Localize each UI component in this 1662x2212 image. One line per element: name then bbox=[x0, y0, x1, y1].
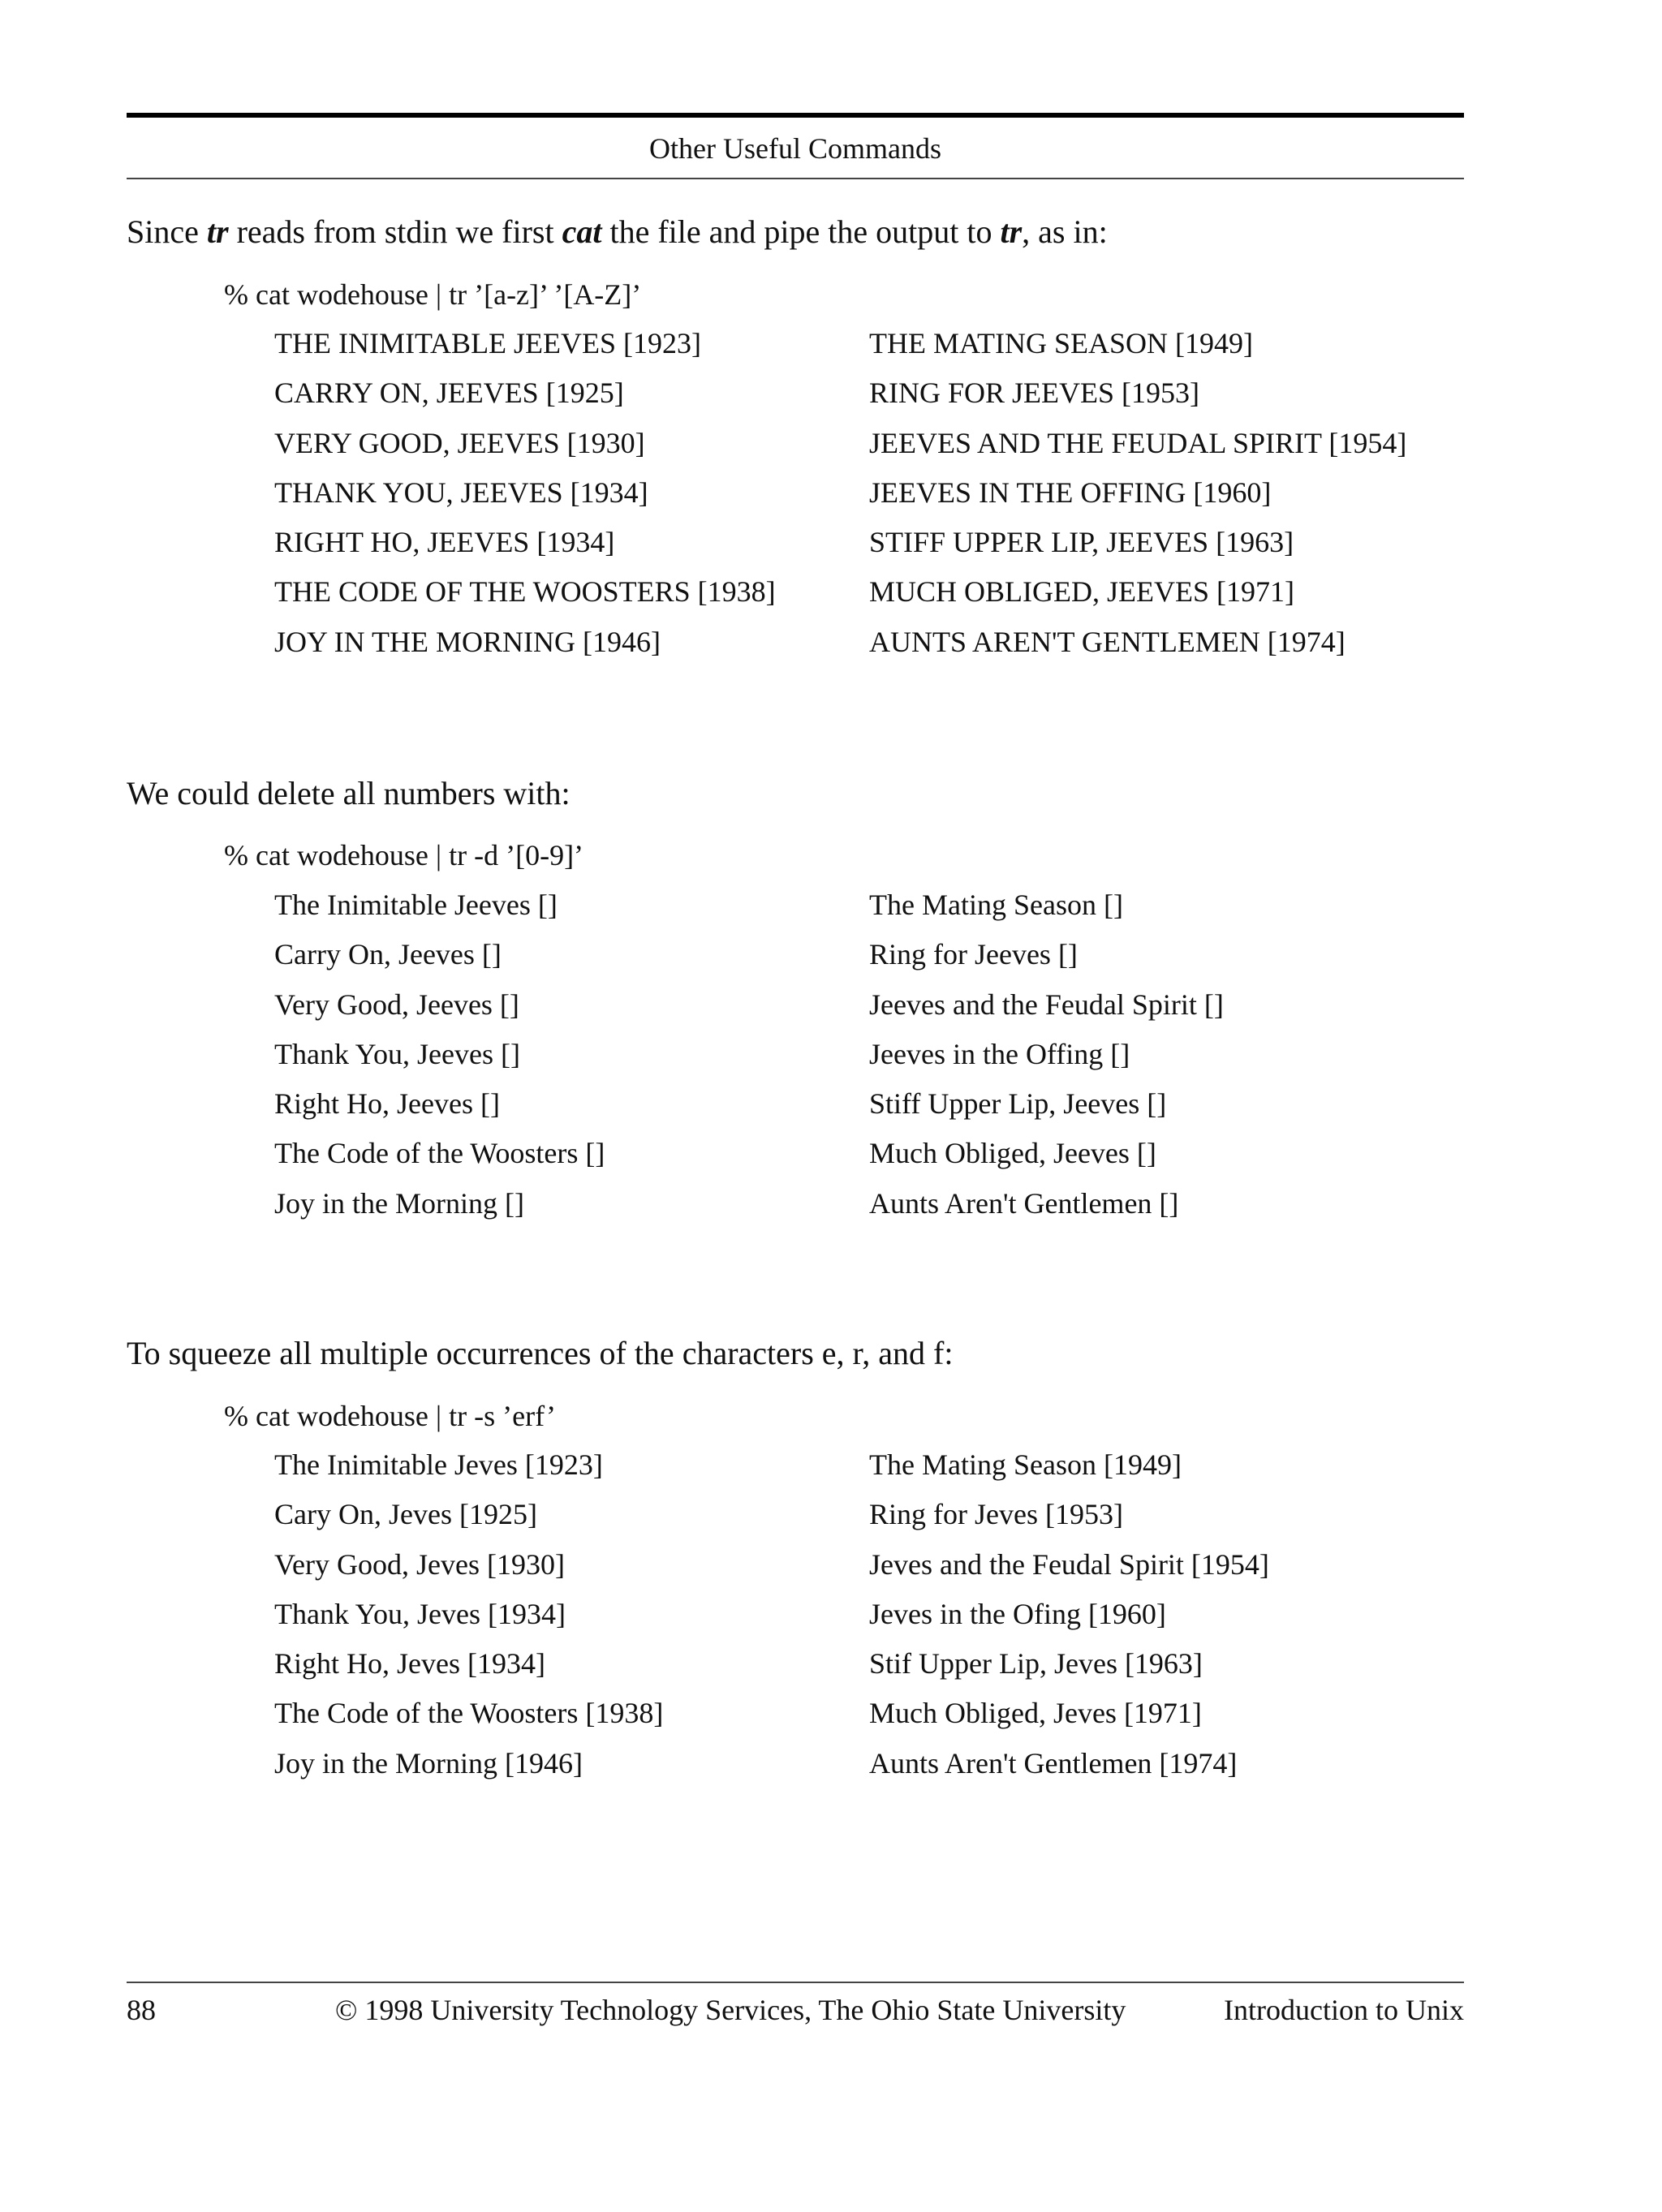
output-line: Thank You, Jeeves [] bbox=[274, 1037, 520, 1070]
output-line: Jeves and the Feudal Spirit [1954] bbox=[869, 1547, 1269, 1581]
section2-command: % cat wodehouse | tr -d ’[0-9]’ bbox=[224, 839, 584, 871]
output-line: Ring for Jeeves [] bbox=[869, 938, 1078, 971]
output-line: Cary On, Jeves [1925] bbox=[274, 1498, 537, 1531]
section2-intro: We could delete all numbers with: bbox=[127, 775, 571, 811]
output-line: Right Ho, Jeves [1934] bbox=[274, 1647, 545, 1681]
intro-text: reads from stdin we first bbox=[228, 213, 562, 250]
output-line: The Inimitable Jeeves [] bbox=[274, 889, 558, 921]
output-line: Aunts Aren't Gentlemen [] bbox=[869, 1186, 1179, 1220]
output-line: MUCH OBLIGED, JEEVES [1971] bbox=[869, 575, 1294, 609]
output-line: Aunts Aren't Gentlemen [1974] bbox=[869, 1746, 1238, 1779]
output-line: Carry On, Jeeves [] bbox=[274, 938, 502, 971]
copyright-notice: © 1998 University Technology Services, The Ohio State University bbox=[335, 1994, 1126, 2026]
output-line: The Mating Season [1949] bbox=[869, 1448, 1182, 1481]
output-left-column bbox=[274, 1444, 663, 1792]
course-title: Introduction to Unix bbox=[1224, 1994, 1464, 2026]
output-line: Very Good, Jeeves [] bbox=[274, 988, 519, 1021]
header-divider bbox=[127, 178, 1464, 179]
output-line: Jeeves in the Offing [] bbox=[869, 1037, 1130, 1070]
output-line: The Code of the Woosters [1938] bbox=[274, 1697, 664, 1730]
command-word-tr: tr bbox=[1000, 213, 1023, 250]
output-line: VERY GOOD, JEEVES [1930] bbox=[274, 426, 645, 459]
output-line: Stiff Upper Lip, Jeeves [] bbox=[869, 1087, 1167, 1121]
header-rule bbox=[127, 113, 1464, 118]
output-line: Thank You, Jeves [1934] bbox=[274, 1597, 566, 1630]
output-line: CARRY ON, JEEVES [1925] bbox=[274, 377, 624, 410]
page-number: 88 bbox=[127, 1994, 156, 2026]
output-line: THE MATING SEASON [1949] bbox=[869, 327, 1253, 359]
output-line: Very Good, Jeves [1930] bbox=[274, 1547, 565, 1581]
output-line: RIGHT HO, JEEVES [1934] bbox=[274, 526, 615, 559]
output-left-column bbox=[274, 323, 776, 671]
output-right-column bbox=[869, 323, 1406, 671]
output-line: AUNTS AREN'T GENTLEMEN [1974] bbox=[869, 625, 1346, 658]
output-left-column bbox=[274, 884, 605, 1233]
output-line: Jeeves and the Feudal Spirit [] bbox=[869, 988, 1224, 1021]
output-right-column bbox=[869, 884, 1224, 1233]
command-word-tr: tr bbox=[206, 213, 229, 250]
output-right-column bbox=[869, 1444, 1269, 1792]
intro-text: the file and pipe the output to bbox=[601, 213, 1001, 250]
output-line: Stif Upper Lip, Jeves [1963] bbox=[869, 1647, 1203, 1681]
output-line: Joy in the Morning [] bbox=[274, 1186, 524, 1220]
output-line: The Mating Season [] bbox=[869, 889, 1123, 921]
section1-intro bbox=[127, 209, 1108, 255]
section3-command: % cat wodehouse | tr -s ’erf’ bbox=[224, 1400, 557, 1432]
output-line: Much Obliged, Jeeves [] bbox=[869, 1137, 1156, 1170]
command-word-cat: cat bbox=[562, 213, 602, 250]
footer-divider bbox=[127, 1982, 1464, 1983]
output-line: THANK YOU, JEEVES [1934] bbox=[274, 476, 648, 509]
output-line: Right Ho, Jeeves [] bbox=[274, 1087, 500, 1121]
running-title: Other Useful Commands bbox=[649, 132, 941, 165]
output-line: STIFF UPPER LIP, JEEVES [1963] bbox=[869, 526, 1294, 559]
output-line: The Inimitable Jeves [1923] bbox=[274, 1448, 603, 1481]
intro-text: Since bbox=[127, 213, 207, 250]
section3-intro: To squeeze all multiple occurrences of the characters e, r, and f: bbox=[127, 1335, 954, 1371]
output-line: Joy in the Morning [1946] bbox=[274, 1746, 583, 1779]
output-line: THE CODE OF THE WOOSTERS [1938] bbox=[274, 575, 776, 609]
output-line: JEEVES IN THE OFFING [1960] bbox=[869, 476, 1272, 509]
output-line: RING FOR JEEVES [1953] bbox=[869, 377, 1200, 410]
output-line: Ring for Jeves [1953] bbox=[869, 1498, 1123, 1531]
output-line: THE INIMITABLE JEEVES [1923] bbox=[274, 327, 702, 359]
output-line: The Code of the Woosters [] bbox=[274, 1137, 605, 1170]
intro-text: , as in: bbox=[1022, 213, 1108, 250]
output-line: Much Obliged, Jeves [1971] bbox=[869, 1697, 1202, 1730]
output-line: Jeves in the Ofing [1960] bbox=[869, 1597, 1166, 1630]
output-line: JEEVES AND THE FEUDAL SPIRIT [1954] bbox=[869, 426, 1407, 459]
output-line: JOY IN THE MORNING [1946] bbox=[274, 625, 661, 658]
section1-command: % cat wodehouse | tr ’[a-z]’ ’[A-Z]’ bbox=[224, 278, 642, 311]
